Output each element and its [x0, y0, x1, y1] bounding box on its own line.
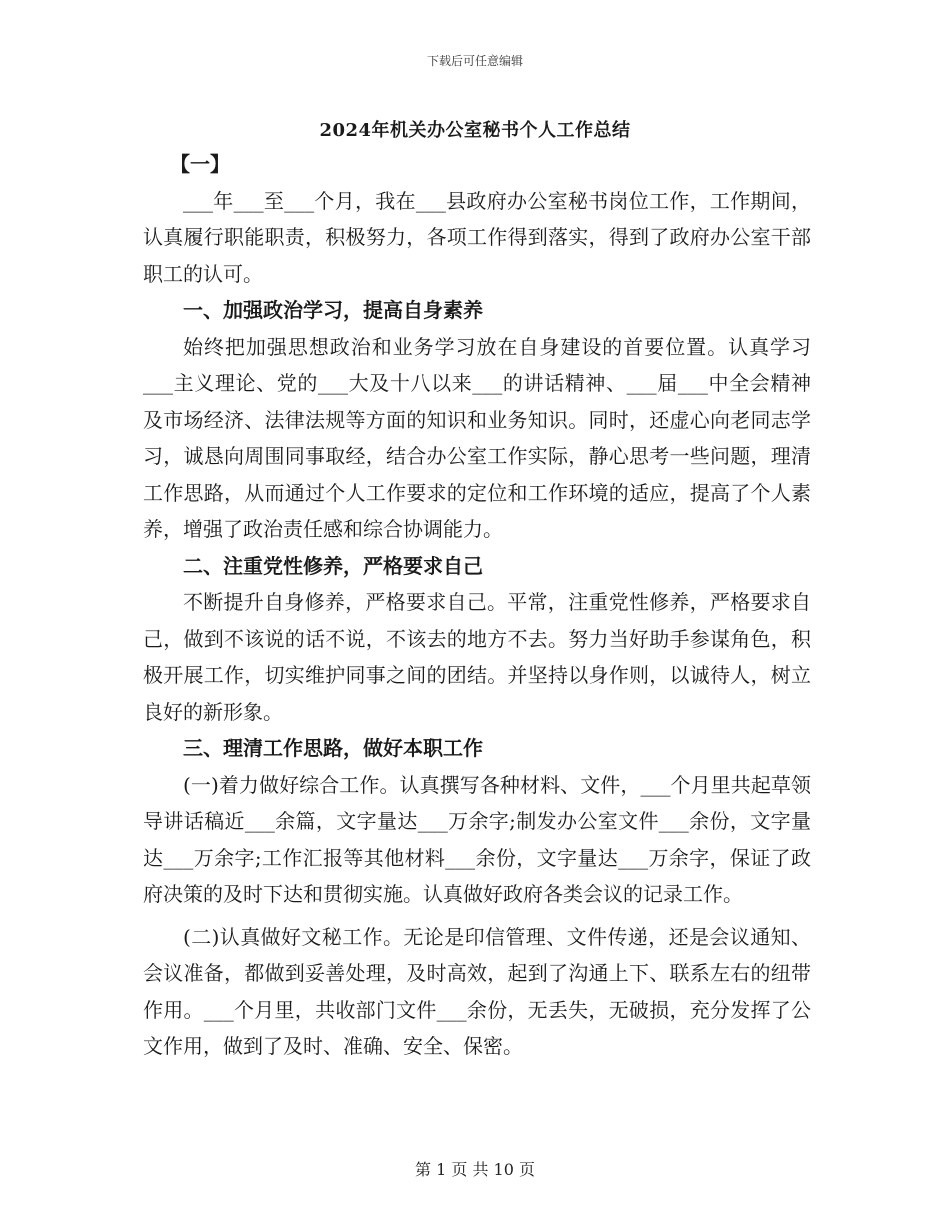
- page-header-note: 下载后可任意编辑: [426, 54, 523, 68]
- paragraph-2: 不断提升自身修养，严格要求自己。平常，注重党性修养，严格要求自己，做到不该说的话不说，不该去的地方不去。努力当好助手参谋角色，积极开展工作，切实维护同事之间的团结。并坚持以身作则，以诚待人，树立良好的新形象。: [143, 590, 811, 724]
- page-number: 第 1 页 共 10 页: [415, 1160, 535, 1179]
- document-title: 2024年机关办公室秘书个人工作总结: [319, 120, 631, 141]
- document-body: [143, 146, 811, 1065]
- paragraph-1: 始终把加强思想政治和业务学习放在自身建设的首要位置。认真学习___主义理论、党的___大及十八以来___的讲话精神、___届___中全会精神及市场经济、法律法规等方面的知识和业务知识。同时，还虚心向老同志学习，诚恳向周围同事取经，结合办公室工作实际，静心思考一些问题，理清工作思路，从而通过个人工作要求的定位和工作环境的适应，提高了个人素养，增强了政治责任感和综合协调能力。: [143, 334, 811, 541]
- section-heading-3: 三、理清工作思路，做好本职工作: [183, 736, 483, 760]
- intro-paragraph: ___年___至___个月，我在___县政府办公室秘书岗位工作，工作期间，认真履行职能职责，积极努力，各项工作得到落实，得到了政府办公室干部职工的认可。: [143, 188, 811, 286]
- paragraph-4: (二)认真做好文秘工作。无论是印信管理、文件传递，还是会议通知、会议准备，都做到妥善处理，及时高效，起到了沟通上下、联系左右的纽带作用。___个月里，共收部门文件___余份，无丢失，无破损，充分发挥了公文作用，做到了及时、准确、安全、保密。: [143, 924, 811, 1058]
- paragraph-3: (一)着力做好综合工作。认真撰写各种材料、文件，___个月里共起草领导讲话稿近___余篇，文字量达___万余字;制发办公室文件___余份，文字量达___万余字;工作汇报等其他材料___余份，文字量达___万余字，保证了政府决策的及时下达和贯彻实施。认真做好政府各类会议的记录工作。: [143, 772, 811, 906]
- section-marker: 【一】: [170, 152, 230, 176]
- section-heading-1: 一、加强政治学习，提高自身素养: [183, 298, 483, 322]
- section-heading-2: 二、注重党性修养，严格要求自己: [183, 553, 483, 578]
